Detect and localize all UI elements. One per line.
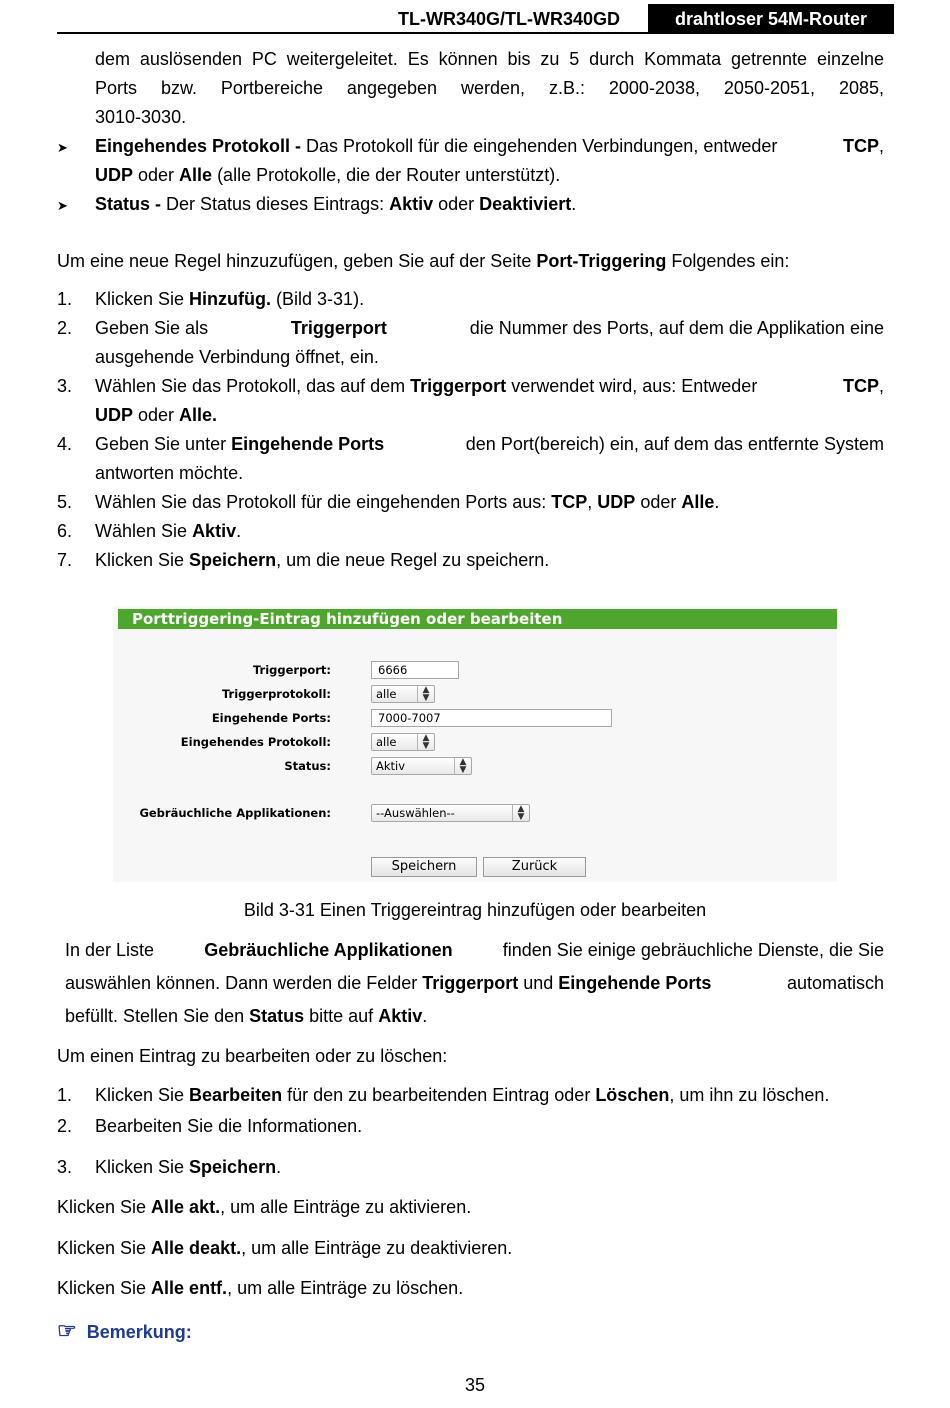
page-number: 35	[464, 1375, 486, 1395]
step-number: 4.	[57, 434, 73, 454]
bullet-status-deaktiviert: Deaktiviert	[479, 194, 572, 214]
bullet-protokoll-label: Eingehendes Protokoll -	[95, 136, 302, 156]
step-7-rest: , um die neue Regel zu speichern.	[276, 550, 550, 570]
bullet-protokoll-oder: oder	[133, 165, 180, 185]
step-2-line-2: ausgehende Verbindung öffnet, ein.	[95, 347, 379, 367]
bullet-status-label: Status -	[95, 194, 162, 214]
bullet-protokoll-line-2	[95, 161, 560, 190]
bulk-activate-text: Klicken Sie	[57, 1197, 152, 1217]
step-4-line-2: antworten möchte.	[95, 463, 244, 483]
bullet-status-oder: oder	[433, 194, 480, 214]
step-5-text: Wählen Sie das Protokoll für die eingehenden Ports aus:	[95, 492, 552, 512]
edit-intro: Um einen Eintrag zu bearbeiten oder zu löschen:	[57, 1046, 448, 1066]
step-3-mid: verwendet wird, aus: Entweder	[506, 376, 758, 396]
status-value: Aktiv	[376, 759, 406, 773]
label-triggerport: Triggerport:	[252, 663, 331, 677]
bulk-deactivate	[57, 1234, 512, 1263]
updown-arrows-icon: ▲ ▼	[417, 734, 434, 750]
triggerport-input[interactable]: 6666	[371, 661, 459, 679]
eingehendes-protokoll-select[interactable]	[371, 733, 435, 751]
bullet-status-aktiv: Aktiv	[389, 194, 434, 214]
edit-step-2: Bearbeiten Sie die Informationen.	[95, 1116, 363, 1136]
bulk-deactivate-end: , um alle Einträge zu deaktivieren.	[241, 1238, 513, 1258]
triggerprotokoll-select[interactable]	[371, 685, 435, 703]
step-2-line-1	[95, 314, 884, 343]
step-3-udp: UDP	[95, 405, 134, 425]
edit-step-1-end: , um ihn zu löschen.	[669, 1085, 830, 1105]
note-heading	[57, 1318, 192, 1344]
bulk-delete-bold: Alle entf.	[151, 1278, 228, 1298]
add-rule-intro-end: Folgendes ein:	[666, 251, 790, 271]
updown-arrows-icon: ▲ ▼	[454, 758, 471, 774]
step-3-line-2	[95, 401, 217, 430]
edit-step-1-bearbeiten: Bearbeiten	[189, 1085, 283, 1105]
apps-select[interactable]	[371, 804, 530, 822]
bullet-protokoll-text: Das Protokoll für die eingehenden Verbindungen, entweder	[301, 136, 778, 156]
note-label: Bemerkung:	[86, 1322, 192, 1342]
step-1-text: Klicken Sie	[95, 289, 190, 309]
bullet-protokoll-alle: Alle	[179, 165, 213, 185]
bulk-activate	[57, 1193, 471, 1222]
step-6-period: .	[236, 521, 242, 541]
apps-para-text-2: finden Sie einige gebräuchliche Dienste, die Sie	[502, 940, 884, 960]
step-5-period: .	[714, 492, 720, 512]
apps-para-eingehende-ports: Eingehende Ports	[558, 973, 712, 993]
step-2-text: Geben Sie als	[95, 318, 209, 338]
step-5-udp: UDP	[597, 492, 636, 512]
apps-para-line-3	[65, 1001, 427, 1031]
intro-line-3: 3010-3030.	[95, 107, 187, 127]
figure-caption: Bild 3-31 Einen Triggereintrag hinzufügen oder bearbeiten	[243, 900, 707, 920]
apps-para-text-1: In der Liste	[65, 940, 155, 960]
step-4-rest: den Port(bereich) ein, auf dem das entfernte System	[465, 434, 884, 454]
label-triggerprotokoll: Triggerprotokoll:	[221, 687, 331, 701]
label-eingehendes-protokoll: Eingehendes Protokoll:	[180, 735, 331, 749]
porttrigger-form-screenshot	[113, 606, 837, 882]
apps-para-status: Status	[249, 1006, 305, 1026]
step-6-bold: Aktiv	[192, 521, 237, 541]
step-2-bold: Triggerport	[290, 318, 387, 338]
updown-arrows-icon: ▲ ▼	[512, 805, 529, 821]
apps-para-period: .	[422, 1006, 428, 1026]
label-status: Status:	[284, 759, 331, 773]
intro-line-2: Ports bzw. Portbereiche angegeben werden, z.B.: 2000-2038, 2050-2051, 2085,	[95, 78, 884, 98]
apps-para-line-2	[65, 968, 884, 998]
step-3-tcp: TCP	[842, 376, 879, 396]
bulk-delete-end: , um alle Einträge zu löschen.	[227, 1278, 464, 1298]
bulk-activate-end: , um alle Einträge zu aktivieren.	[220, 1197, 472, 1217]
step-4-bold: Eingehende Ports	[231, 434, 385, 454]
bulk-deactivate-bold: Alle deakt.	[151, 1238, 242, 1258]
bullet-status-line	[95, 190, 576, 219]
apps-para-text-4: befüllt. Stellen Sie den	[65, 1006, 250, 1026]
back-button[interactable]: Zurück	[483, 857, 586, 877]
eingehendes-protokoll-value: alle	[376, 735, 397, 749]
bullet-status-period: .	[571, 194, 577, 214]
edit-step-1-loeschen: Löschen	[595, 1085, 670, 1105]
bulk-deactivate-text: Klicken Sie	[57, 1238, 152, 1258]
form-title: Porttriggering-Eintrag hinzufügen oder bearbeiten	[118, 609, 837, 629]
bullet-arrow-icon: ➤	[57, 140, 68, 155]
intro-line-1: dem auslösenden PC weitergeleitet. Es können bis zu 5 durch Kommata getrennte einzelne	[95, 49, 884, 69]
step-number: 2.	[57, 318, 73, 338]
step-number: 5.	[57, 492, 73, 512]
step-3-oder: oder	[133, 405, 180, 425]
edit-step-number: 2.	[57, 1116, 73, 1136]
updown-arrows-icon: ▲ ▼	[417, 686, 434, 702]
bullet-protokoll-line-1	[95, 132, 884, 161]
status-select[interactable]	[371, 757, 472, 775]
step-3-alle: Alle.	[179, 405, 218, 425]
edit-step-number: 3.	[57, 1157, 73, 1177]
step-7-text: Klicken Sie	[95, 550, 190, 570]
apps-para-bold-1: Gebräuchliche Applikationen	[204, 940, 453, 960]
step-5	[95, 488, 719, 517]
edit-step-3	[95, 1153, 281, 1182]
edit-step-1-text: Klicken Sie	[95, 1085, 190, 1105]
step-3-bold: Triggerport	[410, 376, 507, 396]
eingehende-ports-input[interactable]: 7000-7007	[371, 709, 612, 727]
triggerprotokoll-value: alle	[376, 687, 397, 701]
add-rule-intro	[57, 247, 789, 276]
step-number: 3.	[57, 376, 73, 396]
bullet-status-text: Der Status dieses Eintrags:	[161, 194, 390, 214]
step-4-line-1	[95, 430, 884, 459]
bullet-protokoll-udp: UDP	[95, 165, 134, 185]
step-1-bold: Hinzufüg.	[189, 289, 272, 309]
step-3-line-1	[95, 372, 884, 401]
label-eingehende-ports: Eingehende Ports:	[211, 711, 331, 725]
step-2-rest: die Nummer des Ports, auf dem die Applikation eine	[469, 318, 884, 338]
edit-step-3-period: .	[276, 1157, 282, 1177]
edit-step-3-bold: Speichern	[189, 1157, 277, 1177]
step-6-text: Wählen Sie	[95, 521, 193, 541]
apps-para-aktiv: Aktiv	[378, 1006, 423, 1026]
header-product: drahtloser 54M-Router	[648, 4, 894, 32]
apps-para-triggerport: Triggerport	[422, 973, 519, 993]
apps-para-automatisch: automatisch	[786, 973, 884, 993]
bullet-arrow-icon: ➤	[57, 198, 68, 213]
header-model: TL-WR340G/TL-WR340GD	[398, 9, 621, 29]
add-rule-intro-text: Um eine neue Regel hinzuzufügen, geben Sie auf der Seite	[57, 251, 537, 271]
step-6	[95, 517, 241, 546]
step-number: 1.	[57, 289, 73, 309]
step-3-text: Wählen Sie das Protokoll, das auf dem	[95, 376, 411, 396]
step-4-text: Geben Sie unter	[95, 434, 232, 454]
header-divider	[57, 32, 894, 34]
step-5-oder: oder	[635, 492, 682, 512]
pointing-hand-icon: ☞	[57, 1318, 77, 1343]
apps-para-bitte: bitte auf	[304, 1006, 379, 1026]
step-5-alle: Alle	[681, 492, 715, 512]
bulk-delete	[57, 1274, 463, 1303]
label-apps: Gebräuchliche Applikationen:	[139, 806, 331, 820]
bullet-protokoll-comma: ,	[878, 136, 884, 156]
bulk-delete-text: Klicken Sie	[57, 1278, 152, 1298]
step-5-comma: ,	[587, 492, 598, 512]
step-1-end: (Bild 3-31).	[271, 289, 365, 309]
edit-step-1-mid: für den zu bearbeitenden Eintrag oder	[282, 1085, 596, 1105]
step-7-bold: Speichern	[189, 550, 277, 570]
step-1	[95, 285, 364, 314]
step-3-comma: ,	[878, 376, 884, 396]
bulk-activate-bold: Alle akt.	[151, 1197, 221, 1217]
edit-step-1	[95, 1081, 829, 1110]
save-button[interactable]: Speichern	[371, 857, 477, 877]
add-rule-intro-page: Port-Triggering	[536, 251, 667, 271]
step-number: 7.	[57, 550, 73, 570]
step-7	[95, 546, 549, 575]
edit-step-number: 1.	[57, 1085, 73, 1105]
step-5-tcp: TCP	[551, 492, 588, 512]
apps-para-line-1	[65, 935, 884, 965]
bullet-protokoll-rest: (alle Protokolle, die der Router unterstützt).	[212, 165, 561, 185]
apps-para-text-3: auswählen können. Dann werden die Felder	[65, 973, 423, 993]
edit-step-3-text: Klicken Sie	[95, 1157, 190, 1177]
step-number: 6.	[57, 521, 73, 541]
bullet-protokoll-tcp: TCP	[842, 136, 879, 156]
apps-value: --Auswählen--	[376, 806, 455, 820]
apps-para-und: und	[518, 973, 559, 993]
